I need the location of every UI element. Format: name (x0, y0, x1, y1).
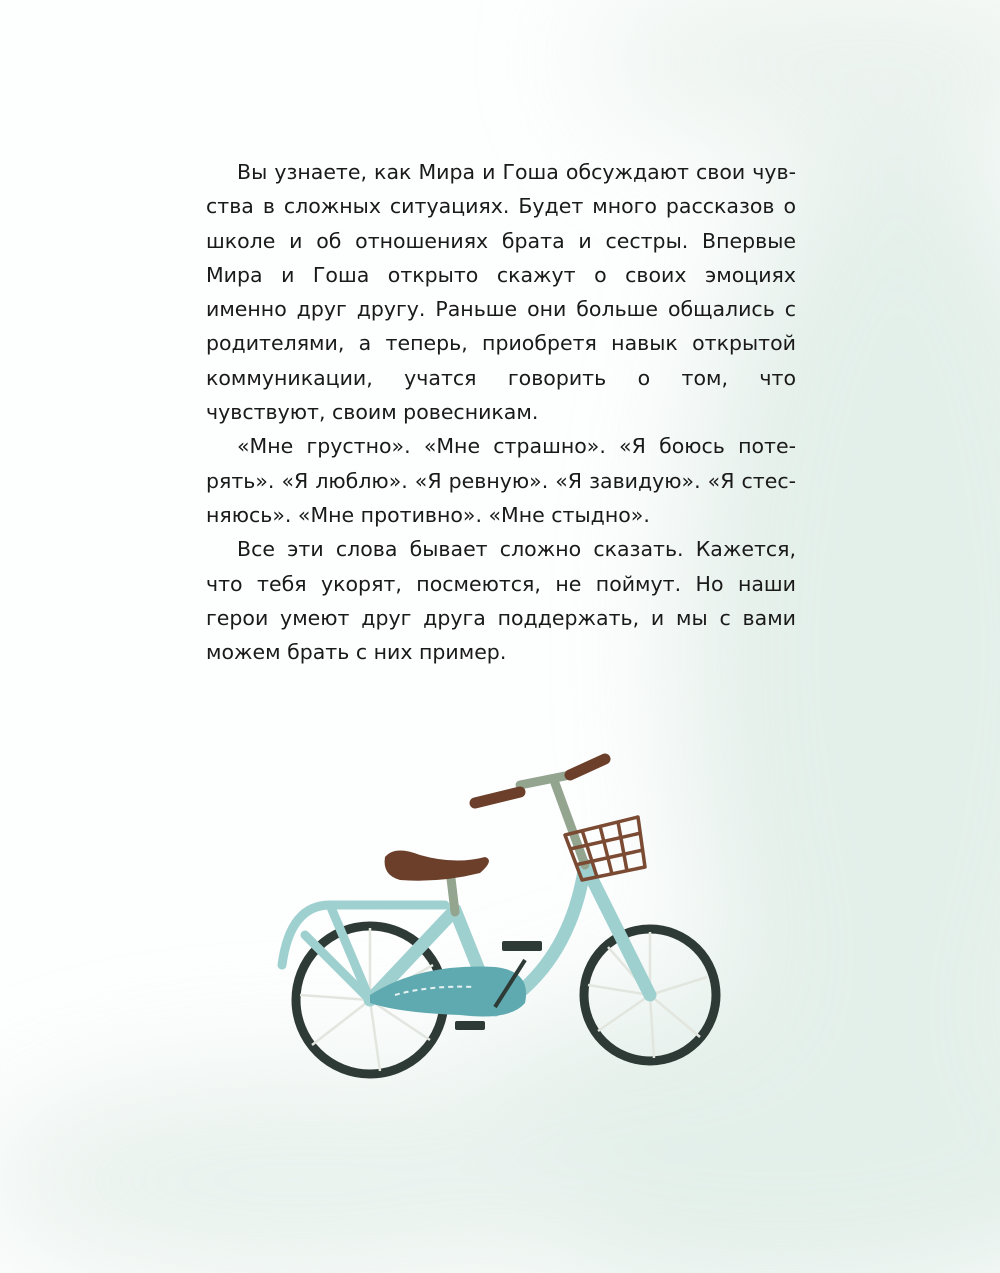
saddle (385, 850, 489, 880)
basket (565, 817, 645, 880)
body-text (206, 155, 796, 669)
bicycle-illustration (270, 745, 730, 1090)
paragraph-1: Вы узнаете, как Мира и Гоша обсуждают свои чувства в сложных ситуациях. Будет много рассказов о школе и об отношениях брата и сестры. Впервые Мира и Гоша открыто скажут о своих эмоциях именно друг другу. Раньше они больше общались с родителями, а теперь, приобретя навык открытой коммуникации, учатся говорить о том, что чувствуют, своим ровесникам. (206, 160, 796, 425)
paragraph-2: «Мне грустно». «Мне страшно». «Я боюсь потерять». «Я люблю». «Я ревную». «Я завидую». «Я стесняюсь». «Мне противно». «Мне стыдно». (206, 434, 796, 527)
paragraph-3: Все эти слова бывает сложно сказать. Кажется, что тебя укорят, посмеются, не поймут. Но наши герои умеют друг друга поддержать, и мы с вами можем брать с них пример. (206, 537, 796, 665)
handlebar (475, 759, 605, 865)
